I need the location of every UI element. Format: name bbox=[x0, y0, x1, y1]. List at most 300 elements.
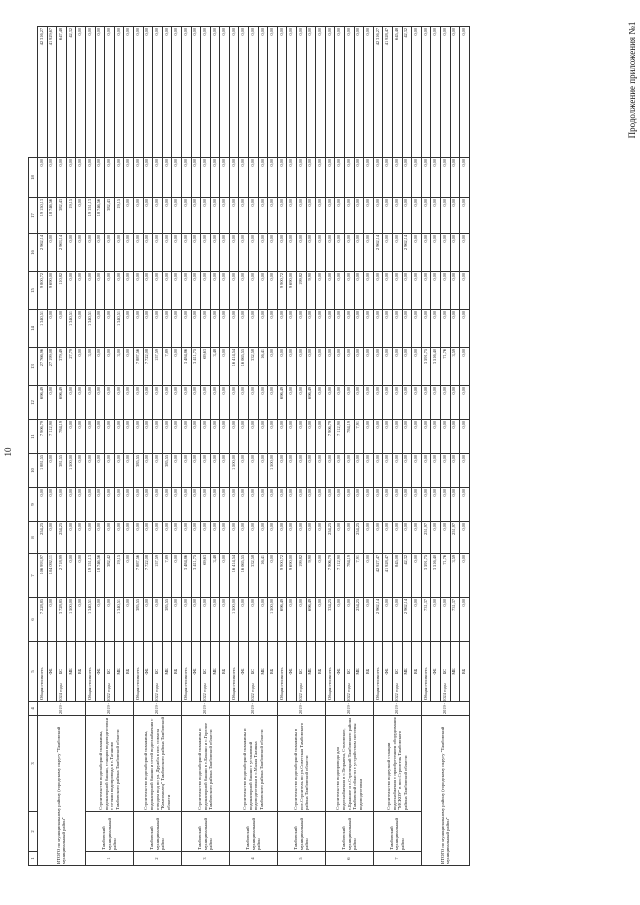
value-cell: 696,49 bbox=[57, 386, 67, 420]
source-label: ВБ bbox=[76, 642, 86, 702]
value-cell: 0,00 bbox=[364, 272, 374, 310]
value-cell: 0,00 bbox=[268, 234, 278, 272]
source-label: ФБ bbox=[143, 642, 153, 702]
value-cell: 0,00 bbox=[392, 234, 402, 272]
value-cell: 0,00 bbox=[124, 386, 134, 420]
value-cell: 0,00 bbox=[345, 598, 355, 642]
value-cell: 0,00 bbox=[383, 310, 393, 348]
value-cell: 0,00 bbox=[124, 27, 134, 158]
value-cell: 0,00 bbox=[95, 522, 105, 554]
value-cell: 0,00 bbox=[412, 198, 422, 234]
value-cell: 0,00 bbox=[95, 598, 105, 642]
page-number bbox=[0, 0, 16, 905]
source-label: МБ bbox=[306, 642, 316, 702]
value-cell: 0,00 bbox=[440, 386, 450, 420]
value-cell: 0,00 bbox=[191, 27, 201, 158]
value-cell: 0,00 bbox=[364, 488, 374, 522]
value-cell: 0,00 bbox=[105, 310, 115, 348]
value-cell: 0,00 bbox=[76, 488, 86, 522]
value-cell: 3 591,75 bbox=[421, 348, 431, 386]
value-cell: 0,00 bbox=[297, 522, 307, 554]
value-cell: 7,91 bbox=[354, 420, 364, 454]
value-cell: 0,00 bbox=[76, 158, 86, 198]
value-cell: 0,00 bbox=[124, 488, 134, 522]
source-label: БС bbox=[297, 642, 307, 702]
value-cell: 0,00 bbox=[373, 348, 383, 386]
value-cell: 9 690,00 bbox=[287, 554, 297, 598]
column-number: 6 bbox=[29, 598, 38, 642]
value-cell: 1 340,51 bbox=[114, 310, 124, 348]
value-cell: 0,00 bbox=[66, 386, 76, 420]
source-label: МБ bbox=[450, 642, 460, 702]
value-cell: 0,00 bbox=[124, 234, 134, 272]
value-cell: 379,49 bbox=[57, 348, 67, 386]
value-cell: 0,00 bbox=[392, 454, 402, 488]
value-cell: 3 591,75 bbox=[421, 554, 431, 598]
value-cell: 0,00 bbox=[105, 27, 115, 158]
value-cell: 0,00 bbox=[373, 272, 383, 310]
value-cell: 0,00 bbox=[229, 420, 239, 454]
continuation-label bbox=[624, 0, 640, 905]
value-cell: 7 906,79 bbox=[38, 420, 48, 454]
value-cell: 0,00 bbox=[201, 386, 211, 420]
value-cell: 42 316,27 bbox=[373, 27, 383, 158]
value-cell: 42 927,47 bbox=[373, 554, 383, 598]
value-cell: 0,00 bbox=[354, 348, 364, 386]
value-cell: 0,00 bbox=[258, 488, 268, 522]
value-cell: 0,00 bbox=[162, 310, 172, 348]
value-cell: 0,00 bbox=[325, 386, 335, 420]
value-cell: 0,00 bbox=[191, 386, 201, 420]
value-cell: 3 411,75 bbox=[191, 554, 201, 598]
value-cell: 0,00 bbox=[66, 234, 76, 272]
value-cell: 0,00 bbox=[229, 234, 239, 272]
value-cell: 0,00 bbox=[297, 158, 307, 198]
value-cell: 0,00 bbox=[364, 158, 374, 198]
value-cell: 0,00 bbox=[297, 310, 307, 348]
value-cell: 42,32 bbox=[402, 554, 412, 598]
value-cell: 0,00 bbox=[162, 198, 172, 234]
value-cell: 0,00 bbox=[181, 310, 191, 348]
value-cell: 0,00 bbox=[105, 420, 115, 454]
value-cell: 16,41 bbox=[258, 554, 268, 598]
value-cell: 0,00 bbox=[210, 272, 220, 310]
value-cell: 0,00 bbox=[105, 522, 115, 554]
value-cell: 2 718,99 bbox=[57, 554, 67, 598]
project-name: Строительство водоузной станции водоснабжения с приобретением оборудования "МСКОУ" в пос.Строитель Тамбовского района Тамбовской области bbox=[373, 716, 421, 812]
value-cell: 0,00 bbox=[143, 454, 153, 488]
source-label: Общая стоимость bbox=[85, 642, 95, 702]
value-cell: 0,00 bbox=[210, 420, 220, 454]
value-cell: 0,00 bbox=[95, 488, 105, 522]
value-cell: 0,00 bbox=[412, 272, 422, 310]
value-cell: 0,00 bbox=[114, 158, 124, 198]
value-cell: 0,00 bbox=[229, 158, 239, 198]
value-cell: 0,00 bbox=[316, 488, 326, 522]
source-label: МБ bbox=[402, 642, 412, 702]
value-cell: 0,00 bbox=[335, 198, 345, 234]
value-cell: 0,00 bbox=[373, 522, 383, 554]
column-number: 15 bbox=[29, 272, 38, 310]
value-cell: 0,00 bbox=[431, 27, 441, 158]
value-cell: 7 112,90 bbox=[335, 420, 345, 454]
value-cell: 0,00 bbox=[85, 454, 95, 488]
value-cell: 0,00 bbox=[440, 454, 450, 488]
value-cell: 0,00 bbox=[335, 598, 345, 642]
source-label: Общая стоимость bbox=[38, 642, 48, 702]
years-cell: 2019 - 2022 годы bbox=[325, 702, 373, 716]
value-cell: 0,00 bbox=[172, 158, 182, 198]
value-cell: 0,00 bbox=[268, 420, 278, 454]
value-cell: 0,00 bbox=[287, 27, 297, 158]
value-cell: 382,42 bbox=[105, 554, 115, 598]
value-cell: 7 112,90 bbox=[335, 554, 345, 598]
value-cell: 0,00 bbox=[143, 386, 153, 420]
value-cell: 0,00 bbox=[440, 198, 450, 234]
value-cell: 9 690,00 bbox=[47, 272, 57, 310]
value-cell: 0,00 bbox=[114, 454, 124, 488]
value-cell: 0,00 bbox=[239, 272, 249, 310]
value-cell: 71,76 bbox=[440, 348, 450, 386]
value-cell: 0,00 bbox=[268, 386, 278, 420]
value-cell: 0,00 bbox=[210, 310, 220, 348]
value-cell: 7 887,56 bbox=[133, 348, 143, 386]
item-number: 4 bbox=[229, 852, 277, 866]
source-label: ФБ bbox=[47, 642, 57, 702]
item-number: 7 bbox=[373, 852, 421, 866]
value-cell: 0,00 bbox=[143, 198, 153, 234]
district-name: Тамбовский муниципальный район bbox=[133, 812, 181, 852]
value-cell: 0,00 bbox=[450, 158, 460, 198]
value-cell: 16 065,55 bbox=[239, 348, 249, 386]
table-row bbox=[38, 27, 48, 866]
source-label: ФБ bbox=[335, 642, 345, 702]
years-cell: 2019 - 2022 годы bbox=[373, 702, 421, 716]
value-cell: 0,00 bbox=[335, 234, 345, 272]
years-cell: 2019 - 2022 годы bbox=[277, 702, 325, 716]
source-label: ФБ bbox=[191, 642, 201, 702]
value-cell: 0,00 bbox=[354, 454, 364, 488]
value-cell: 0,00 bbox=[440, 272, 450, 310]
value-cell: 0,00 bbox=[412, 234, 422, 272]
value-cell: 0,00 bbox=[162, 158, 172, 198]
value-cell: 0,00 bbox=[220, 598, 230, 642]
table-row bbox=[181, 27, 191, 866]
value-cell: 0,00 bbox=[133, 27, 143, 158]
value-cell: 0,00 bbox=[450, 27, 460, 158]
value-cell: 0,00 bbox=[297, 454, 307, 488]
value-cell: 0,00 bbox=[440, 598, 450, 642]
source-label: Общая стоимость bbox=[277, 642, 287, 702]
value-cell: 3 516,40 bbox=[431, 554, 441, 598]
value-cell: 0,00 bbox=[57, 158, 67, 198]
value-cell: 0,00 bbox=[450, 488, 460, 522]
value-cell: 0,00 bbox=[220, 158, 230, 198]
source-label: БС bbox=[392, 642, 402, 702]
value-cell: 696,49 bbox=[277, 598, 287, 642]
source-label: ФБ bbox=[383, 642, 393, 702]
value-cell: 0,00 bbox=[95, 310, 105, 348]
value-cell: 0,00 bbox=[172, 310, 182, 348]
value-cell: 0,00 bbox=[306, 234, 316, 272]
value-cell: 0,00 bbox=[316, 554, 326, 598]
value-cell: 0,00 bbox=[306, 158, 316, 198]
value-cell: 0,00 bbox=[85, 27, 95, 158]
value-cell: 0,00 bbox=[412, 554, 422, 598]
value-cell: 0,00 bbox=[325, 310, 335, 348]
value-cell: 0,00 bbox=[201, 488, 211, 522]
value-cell: 9 900,72 bbox=[277, 554, 287, 598]
column-number: 16 bbox=[29, 234, 38, 272]
source-label: БС bbox=[249, 642, 259, 702]
value-cell: 0,00 bbox=[383, 272, 393, 310]
value-cell: 0,00 bbox=[287, 348, 297, 386]
value-cell: 0,00 bbox=[450, 454, 460, 488]
value-cell: 385,55 bbox=[162, 598, 172, 642]
value-cell: 0,00 bbox=[412, 598, 422, 642]
value-cell: 0,00 bbox=[95, 386, 105, 420]
value-cell: 0,00 bbox=[249, 420, 259, 454]
value-cell: 0,00 bbox=[124, 272, 134, 310]
column-number: 12 bbox=[29, 386, 38, 420]
value-cell: 0,00 bbox=[153, 310, 163, 348]
value-cell: 16 065,55 bbox=[239, 554, 249, 598]
value-cell: 0,00 bbox=[239, 386, 249, 420]
value-cell: 3,59 bbox=[450, 348, 460, 386]
value-cell: 0,00 bbox=[133, 234, 143, 272]
value-cell: 0,00 bbox=[57, 310, 67, 348]
value-cell: 254,25 bbox=[354, 522, 364, 554]
value-cell: 0,00 bbox=[373, 488, 383, 522]
value-cell: 0,00 bbox=[172, 488, 182, 522]
value-cell: 0,00 bbox=[249, 488, 259, 522]
value-cell: 2 962,14 bbox=[373, 234, 383, 272]
value-cell: 0,00 bbox=[153, 488, 163, 522]
value-cell: 0,00 bbox=[133, 158, 143, 198]
value-cell: 0,00 bbox=[47, 310, 57, 348]
value-cell: 0,00 bbox=[345, 27, 355, 158]
source-label: БС bbox=[105, 642, 115, 702]
source-label: ВБ bbox=[124, 642, 134, 702]
value-cell: 16 414,54 bbox=[229, 348, 239, 386]
value-cell: 0,00 bbox=[191, 158, 201, 198]
value-cell: 0,00 bbox=[431, 598, 441, 642]
value-cell: 0,00 bbox=[162, 386, 172, 420]
value-cell: 0,00 bbox=[287, 158, 297, 198]
value-cell: 0,00 bbox=[383, 420, 393, 454]
value-cell: 0,00 bbox=[316, 420, 326, 454]
value-cell: 0,00 bbox=[431, 454, 441, 488]
value-cell: 0,00 bbox=[239, 420, 249, 454]
column-number: 10 bbox=[29, 454, 38, 488]
value-cell: 0,00 bbox=[402, 198, 412, 234]
value-cell: 3,48 bbox=[210, 554, 220, 598]
value-cell: 0,00 bbox=[431, 198, 441, 234]
value-cell: 0,00 bbox=[191, 488, 201, 522]
value-cell: 3 728,85 bbox=[57, 598, 67, 642]
value-cell: 0,00 bbox=[440, 27, 450, 158]
value-cell: 0,00 bbox=[95, 454, 105, 488]
value-cell: 254,25 bbox=[57, 522, 67, 554]
value-cell: 0,00 bbox=[297, 234, 307, 272]
value-cell: 0,00 bbox=[162, 27, 172, 158]
value-cell: 0,00 bbox=[383, 522, 393, 554]
value-cell: 0,00 bbox=[76, 522, 86, 554]
value-cell: 0,00 bbox=[95, 158, 105, 198]
value-cell: 0,00 bbox=[153, 598, 163, 642]
value-cell: 0,00 bbox=[124, 420, 134, 454]
item-number: 3 bbox=[181, 852, 229, 866]
value-cell: 3,00 bbox=[114, 348, 124, 386]
value-cell: 0,00 bbox=[316, 386, 326, 420]
value-cell: 0,00 bbox=[306, 310, 316, 348]
value-cell: 0,00 bbox=[373, 198, 383, 234]
value-cell: 0,00 bbox=[38, 488, 48, 522]
value-cell: 0,00 bbox=[220, 272, 230, 310]
value-cell: 696,49 bbox=[306, 386, 316, 420]
continuation-label-text: Продолжение приложения №1 bbox=[627, 21, 637, 139]
district-name: Тамбовский муниципальный район bbox=[277, 812, 325, 852]
value-cell: 0,00 bbox=[306, 454, 316, 488]
value-cell: 0,00 bbox=[431, 522, 441, 554]
value-cell: 0,00 bbox=[335, 522, 345, 554]
value-cell: 0,00 bbox=[220, 554, 230, 598]
column-number: 18 bbox=[29, 158, 38, 198]
value-cell: 0,00 bbox=[181, 158, 191, 198]
value-cell: 0,00 bbox=[47, 598, 57, 642]
value-cell: 0,00 bbox=[229, 272, 239, 310]
source-label: ВБ bbox=[268, 642, 278, 702]
value-cell: 0,00 bbox=[364, 598, 374, 642]
value-cell: 0,00 bbox=[258, 598, 268, 642]
value-cell: 0,00 bbox=[412, 348, 422, 386]
value-cell: 0,00 bbox=[460, 522, 470, 554]
value-cell: 0,00 bbox=[306, 198, 316, 234]
value-cell: 0,00 bbox=[306, 420, 316, 454]
years-cell: 2019 - 2022 годы bbox=[229, 702, 277, 716]
value-cell: 0,00 bbox=[220, 522, 230, 554]
value-cell: 0,00 bbox=[354, 310, 364, 348]
value-cell: 0,00 bbox=[460, 272, 470, 310]
header-number-row bbox=[29, 27, 38, 866]
value-cell: 0,00 bbox=[325, 454, 335, 488]
value-cell: 0,00 bbox=[249, 234, 259, 272]
value-cell: 0,00 bbox=[172, 272, 182, 310]
value-cell: 2 962,14 bbox=[373, 598, 383, 642]
value-cell: 0,00 bbox=[345, 234, 355, 272]
value-cell: 0,00 bbox=[383, 158, 393, 198]
value-cell: 1 500,00 bbox=[268, 598, 278, 642]
value-cell: 784,19 bbox=[345, 420, 355, 454]
value-cell: 731,37 bbox=[421, 598, 431, 642]
value-cell: 0,00 bbox=[191, 420, 201, 454]
source-label: МБ bbox=[354, 642, 364, 702]
value-cell: 0,00 bbox=[239, 454, 249, 488]
value-cell: 1 500,00 bbox=[66, 454, 76, 488]
item-number: 5 bbox=[277, 852, 325, 866]
value-cell: 0,00 bbox=[335, 272, 345, 310]
value-cell: 0,00 bbox=[210, 488, 220, 522]
value-cell: 0,00 bbox=[412, 522, 422, 554]
value-cell: 0,00 bbox=[460, 158, 470, 198]
value-cell: 0,00 bbox=[201, 310, 211, 348]
value-cell: 27 199,08 bbox=[47, 348, 57, 386]
value-cell: 0,00 bbox=[133, 198, 143, 234]
value-cell: 0,00 bbox=[181, 598, 191, 642]
table-row bbox=[229, 27, 239, 866]
value-cell: 254,25 bbox=[354, 598, 364, 642]
value-cell: 0,00 bbox=[172, 348, 182, 386]
value-cell: 0,00 bbox=[201, 420, 211, 454]
value-cell: 0,00 bbox=[354, 27, 364, 158]
value-cell: 0,00 bbox=[421, 272, 431, 310]
value-cell: 41 929,67 bbox=[47, 27, 57, 158]
value-cell: 0,00 bbox=[421, 488, 431, 522]
value-cell: 0,00 bbox=[460, 198, 470, 234]
value-cell: 0,00 bbox=[460, 488, 470, 522]
value-cell: 0,00 bbox=[220, 386, 230, 420]
value-cell: 0,00 bbox=[57, 488, 67, 522]
value-cell: 41 928,47 bbox=[383, 27, 393, 158]
value-cell: 7,91 bbox=[354, 554, 364, 598]
value-cell: 0,00 bbox=[124, 348, 134, 386]
value-cell: 784,19 bbox=[345, 554, 355, 598]
value-cell: 0,00 bbox=[316, 234, 326, 272]
value-cell: 9 690,00 bbox=[287, 272, 297, 310]
value-cell: 0,00 bbox=[460, 348, 470, 386]
value-cell: 0,00 bbox=[268, 310, 278, 348]
value-cell: 0,00 bbox=[364, 234, 374, 272]
value-cell: 106 993,97 bbox=[38, 554, 48, 598]
value-cell: 0,00 bbox=[345, 272, 355, 310]
value-cell: 0,00 bbox=[239, 522, 249, 554]
source-label: БС bbox=[440, 642, 450, 702]
value-cell: 0,00 bbox=[105, 348, 115, 386]
column-number: 17 bbox=[29, 198, 38, 234]
source-label: ФБ bbox=[431, 642, 441, 702]
value-cell: 0,00 bbox=[402, 420, 412, 454]
value-cell: 0,00 bbox=[124, 598, 134, 642]
value-cell: 0,00 bbox=[431, 310, 441, 348]
value-cell: 1 340,51 bbox=[85, 598, 95, 642]
value-cell: 0,00 bbox=[249, 310, 259, 348]
column-number: 3 bbox=[29, 716, 38, 812]
value-cell: 7 112,90 bbox=[47, 420, 57, 454]
years-cell: 2019 - 2022 годы bbox=[133, 702, 181, 716]
value-cell: 0,00 bbox=[66, 554, 76, 598]
value-cell: 0,00 bbox=[172, 386, 182, 420]
value-cell: 0,00 bbox=[431, 420, 441, 454]
value-cell: 0,00 bbox=[220, 198, 230, 234]
value-cell: 42 316,27 bbox=[38, 27, 48, 158]
value-cell: 0,00 bbox=[354, 386, 364, 420]
value-cell: 0,00 bbox=[412, 310, 422, 348]
value-cell: 0,00 bbox=[287, 420, 297, 454]
value-cell: 0,00 bbox=[76, 27, 86, 158]
district-name: Тамбовский муниципальный район bbox=[85, 812, 133, 852]
value-cell: 0,00 bbox=[460, 420, 470, 454]
value-cell: 1 340,51 bbox=[85, 310, 95, 348]
value-cell: 1 500,00 bbox=[268, 454, 278, 488]
value-cell: 0,00 bbox=[364, 310, 374, 348]
value-cell: 0,00 bbox=[76, 198, 86, 234]
financing-table bbox=[28, 26, 470, 866]
district-name: Тамбовский муниципальный район bbox=[373, 812, 421, 852]
value-cell: 0,00 bbox=[268, 272, 278, 310]
value-cell: 0,00 bbox=[162, 488, 172, 522]
value-cell: 7,89 bbox=[162, 554, 172, 598]
column-number: 9 bbox=[29, 488, 38, 522]
